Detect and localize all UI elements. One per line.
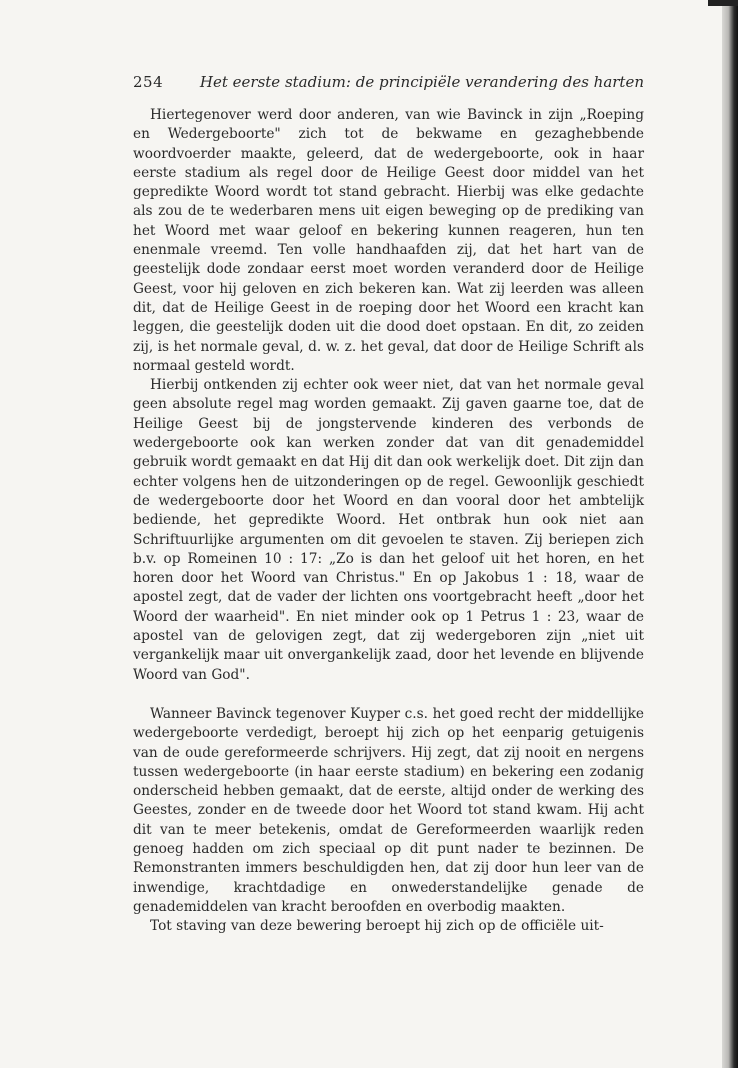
paragraph: Hierbij ontkenden zij echter ook weer niet, dat van het normale geval geen absolute regel mag worden gemaakt. Zij gaven gaarne toe, dat de Heilige Geest bij de jongstervende kinderen des verbonds de wedergeboorte ook kan werken zonder dat van dit genademiddel gebruik wordt gemaakt en dat Hij dit dan ook werkelijk doet. Dit zijn dan echter volgens hen de uitzonderingen op de regel. Gewoonlijk geschiedt de wedergeboorte door het Woord en dan vooral door het ambtelijk bediende, het gepredikte Woord. Het ontbrak hun ook niet aan Schriftuurlijke argumenten om dit gevoelen te staven. Zij beriepen zich b.v. op Romeinen 10 : 17: „Zo is dan het geloof uit het horen, en het horen door het Woord van Christus." En op Jakobus 1 : 18, waar de apostel zegt, dat de vader der lichten ons voortgebracht heeft „door het Woord der waarheid". En niet minder ook op 1 Petrus 1 : 23, waar de apostel van de gelovigen zegt, dat zij wedergeboren zijn „niet uit vergankelijk maar uit onvergankelijk zaad, door het levende en blijvende Woord van God". — [133, 377, 644, 683]
book-spine-edge — [722, 0, 738, 1068]
running-title: Het eerste stadium: de principiële verandering des harten — [199, 73, 644, 91]
page-number: 254 — [133, 73, 164, 91]
running-header — [133, 70, 644, 94]
scan-edge-corner — [708, 0, 738, 6]
body-text — [133, 106, 644, 936]
paragraph: Wanneer Bavinck tegenover Kuyper c.s. het goed recht der middellijke wedergeboorte verdedigt, beroept hij zich op het eenparig getuigenis van de oude gereformeerde schrijvers. Hij zegt, dat zij nooit en nergens tussen wedergeboorte (in haar eerste stadium) en bekering een zodanig onderscheid hebben gemaakt, dat de eerste, altijd onder de werking des Geestes, zonder en de tweede door het Woord tot stand kwam. Hij acht dit van te meer betekenis, omdat de Gereformeerden waarlijk reden genoeg hadden om zich speciaal op dit punt nader te bezinnen. De Remonstranten immers beschuldigden hen, dat zij door hun leer van de inwendige, krachtdadige en onwederstandelijke genade de genademiddelen van kracht beroofden en overbodig maakten. — [133, 705, 644, 915]
paragraph: Tot staving van deze bewering beroept hij zich op de officiële uit- — [150, 918, 604, 935]
paragraph: Hiertegenover werd door anderen, van wie Bavinck in zijn „Roeping en Wedergeboorte" zich tot de bekwame en gezaghebbende woordvoerder maakte, geleerd, dat de wedergeboorte, ook in haar eerste stadium als regel door de Heilige Geest door middel van het gepredikte Woord wordt tot stand gebracht. Hierbij was elke gedachte als zou de te wederbaren mens uit eigen beweging op de prediking van het Woord met waar geloof en bekering kunnen reageren, hun ten enenmale vreemd. Ten volle handhaafden zij, dat het hart van de geestelijk dode zondaar eerst moet worden veranderd door de Heilige Geest, voor hij geloven en zich bekeren kan. Wat zij leerden was alleen dit, dat de Heilige Geest in de roeping door het Woord een kracht kan leggen, die geestelijk doden uit die dood doet opstaan. En dit, zo zeiden zij, is het normale geval, d. w. z. het geval, dat door de Heilige Schrift als normaal gesteld wordt. — [133, 107, 644, 374]
